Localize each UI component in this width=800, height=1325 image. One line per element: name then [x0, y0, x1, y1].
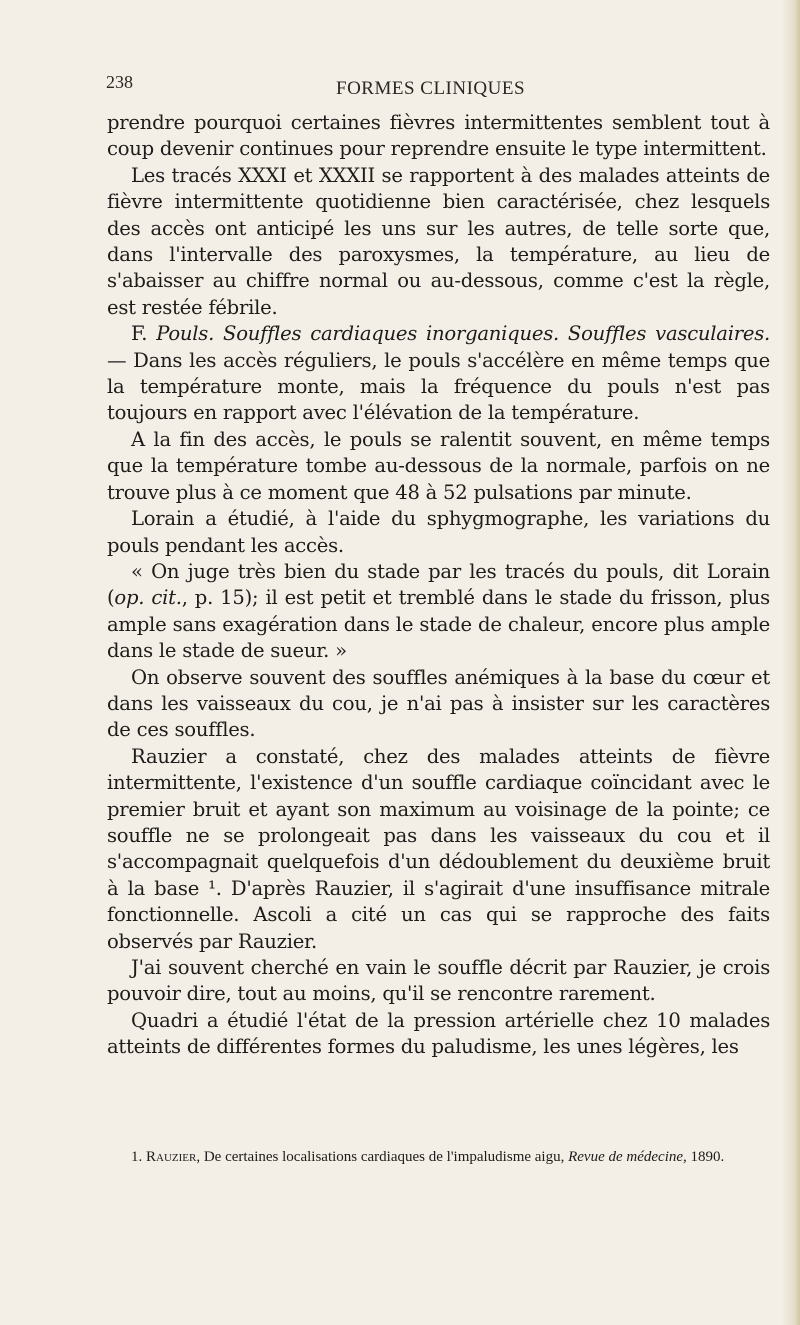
section-text: — Dans les accès réguliers, le pouls s'accélère en même temps que la température monte, mais la fréquence du pouls n'est pas toujours en rapport avec l'élévation de la température.	[107, 348, 770, 425]
paragraph: Les tracés XXXI et XXXII se rapportent à des malades atteints de fièvre intermittente quotidienne bien caractérisée, chez lesquels des accès ont anticipé les uns sur les autres, de telle sorte que, dans l'intervalle des paroxysmes, la température, au lieu de s'abaisser au chiffre normal ou au-dessous, comme c'est la règle, est restée fébrile.	[107, 163, 770, 319]
quote-after: , p. 15); il est petit et tremblé dans le stade du frisson, plus ample sans exagération dans le stade de chaleur, encore plus ample dans le stade de sueur. »	[107, 586, 770, 663]
paragraph: On observe souvent des souffles anémiques à la base du cœur et dans les vaisseaux du cou, je n'ai pas à insister sur les caractères de ces souffles.	[107, 665, 770, 742]
footnote-journal: Revue de médecine	[568, 1149, 684, 1165]
page-number: 238	[106, 72, 133, 92]
footnote-year: , 1890.	[683, 1149, 725, 1165]
page-edge	[782, 0, 800, 1325]
paragraph: Lorain a étudié, à l'aide du sphygmographe, les variations du pouls pendant les accès.	[107, 507, 770, 557]
page-header	[108, 72, 748, 102]
paragraph: A la fin des accès, le pouls se ralentit souvent, en même temps que la température tombe au-dessous de la normale, parfois on ne trouve plus à ce moment que 48 à 52 pulsations par minute.	[107, 427, 770, 504]
footnote-number: 1.	[131, 1149, 143, 1165]
paragraph: Quadri a étudié l'état de la pression artérielle chez 10 malades atteints de différentes formes du paludisme, les unes légères, les	[107, 1008, 770, 1059]
quote-paragraph	[107, 559, 770, 665]
section-title: Pouls. Souffles cardiaques inorganiques. Souffles vasculaires.	[156, 322, 770, 346]
body-text	[107, 110, 770, 1061]
footnote	[107, 1147, 770, 1168]
section-label: F.	[131, 322, 148, 346]
section-f-paragraph	[107, 321, 770, 427]
paragraph: J'ai souvent cherché en vain le souffle décrit par Rauzier, je crois pouvoir dire, tout au moins, qu'il se rencontre rarement.	[107, 956, 770, 1006]
footnote-text: , De certaines localisations cardiaques de l'impaludisme aigu,	[196, 1149, 569, 1165]
footnotes	[107, 1147, 770, 1168]
quote-before: « On juge très bien du stade par les tracés du pouls, dit Lorain (	[107, 559, 770, 610]
quote-ref: op. cit.	[114, 586, 182, 610]
paragraph: prendre pourquoi certaines fièvres intermittentes semblent tout à coup devenir continues pour reprendre ensuite le type intermittent.	[107, 111, 770, 161]
footnote-author: Rauzier	[146, 1149, 197, 1165]
paragraph: Rauzier a constaté, chez des malades atteints de fièvre intermittente, l'existence d'un souffle cardiaque coïncidant avec le premier bruit et ayant son maximum au voisinage de la pointe; ce souffle ne se prolongeait pas dans les vaisseaux du cou et il s'accompagnait quelquefois d'un dédoublement du deuxième bruit à la base ¹. D'après Rauzier, il s'agirait d'une insuffisance mitrale fonctionnelle. Ascoli a cité un cas qui se rapproche des faits observés par Rauzier.	[107, 744, 770, 953]
running-title: FORMES CLINIQUES	[336, 78, 526, 99]
